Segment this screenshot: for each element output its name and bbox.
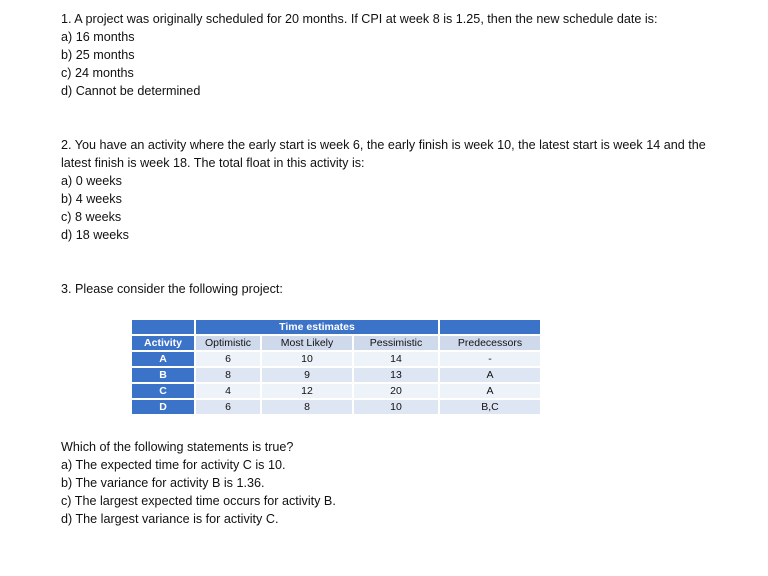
question-1-option-c: c) 24 months [61,66,134,80]
activity-cell: B [132,368,194,382]
col-header-predecessors: Predecessors [440,336,540,350]
activity-cell: A [132,352,194,366]
pessimistic-cell: 20 [354,384,438,398]
question-1-stem: 1. A project was originally scheduled for 20 months. If CPI at week 8 is 1.25, then the new schedule date is: [61,12,658,26]
pessimistic-cell: 14 [354,352,438,366]
question-3-intro: 3. Please consider the following project: [61,282,283,296]
table-group-header-row [132,320,540,334]
question-3-intro-block [61,280,283,298]
table-header-spacer [132,320,194,334]
time-estimates-header: Time estimates [196,320,438,334]
question-3-option-b: b) The variance for activity B is 1.36. [61,476,265,490]
question-3-option-c: c) The largest expected time occurs for activity B. [61,494,336,508]
optimistic-cell: 4 [196,384,260,398]
predecessors-cell: B,C [440,400,540,414]
activity-cell: C [132,384,194,398]
question-2-option-a: a) 0 weeks [61,174,122,188]
question-1-option-b: b) 25 months [61,48,135,62]
question-1-option-d: d) Cannot be determined [61,84,201,98]
optimistic-cell: 8 [196,368,260,382]
question-3-prompt: Which of the following statements is true? [61,440,294,454]
col-header-most-likely: Most Likely [262,336,352,350]
question-1-option-a: a) 16 months [61,30,135,44]
predecessors-cell: A [440,368,540,382]
question-2-option-d: d) 18 weeks [61,228,129,242]
table-row [132,384,540,398]
question-1 [61,10,657,100]
predecessors-cell: A [440,384,540,398]
question-3 [61,438,336,528]
optimistic-cell: 6 [196,400,260,414]
question-2 [61,136,721,244]
project-estimates-table [130,318,542,416]
optimistic-cell: 6 [196,352,260,366]
activity-cell: D [132,400,194,414]
table-row [132,352,540,366]
question-3-option-d: d) The largest variance is for activity C. [61,512,279,526]
most-likely-cell: 8 [262,400,352,414]
table-row [132,368,540,382]
col-header-pessimistic: Pessimistic [354,336,438,350]
question-3-option-a: a) The expected time for activity C is 10. [61,458,286,472]
col-header-activity: Activity [132,336,194,350]
most-likely-cell: 10 [262,352,352,366]
most-likely-cell: 9 [262,368,352,382]
table-column-header-row [132,336,540,350]
pessimistic-cell: 10 [354,400,438,414]
pessimistic-cell: 13 [354,368,438,382]
most-likely-cell: 12 [262,384,352,398]
table-header-spacer-right [440,320,540,334]
question-2-stem: 2. You have an activity where the early start is week 6, the early finish is week 10, the latest start is week 14 and the latest finish is week 18. The total float in this activity is: [61,138,706,170]
question-2-option-b: b) 4 weeks [61,192,122,206]
question-2-option-c: c) 8 weeks [61,210,122,224]
predecessors-cell: - [440,352,540,366]
col-header-optimistic: Optimistic [196,336,260,350]
table-row [132,400,540,414]
